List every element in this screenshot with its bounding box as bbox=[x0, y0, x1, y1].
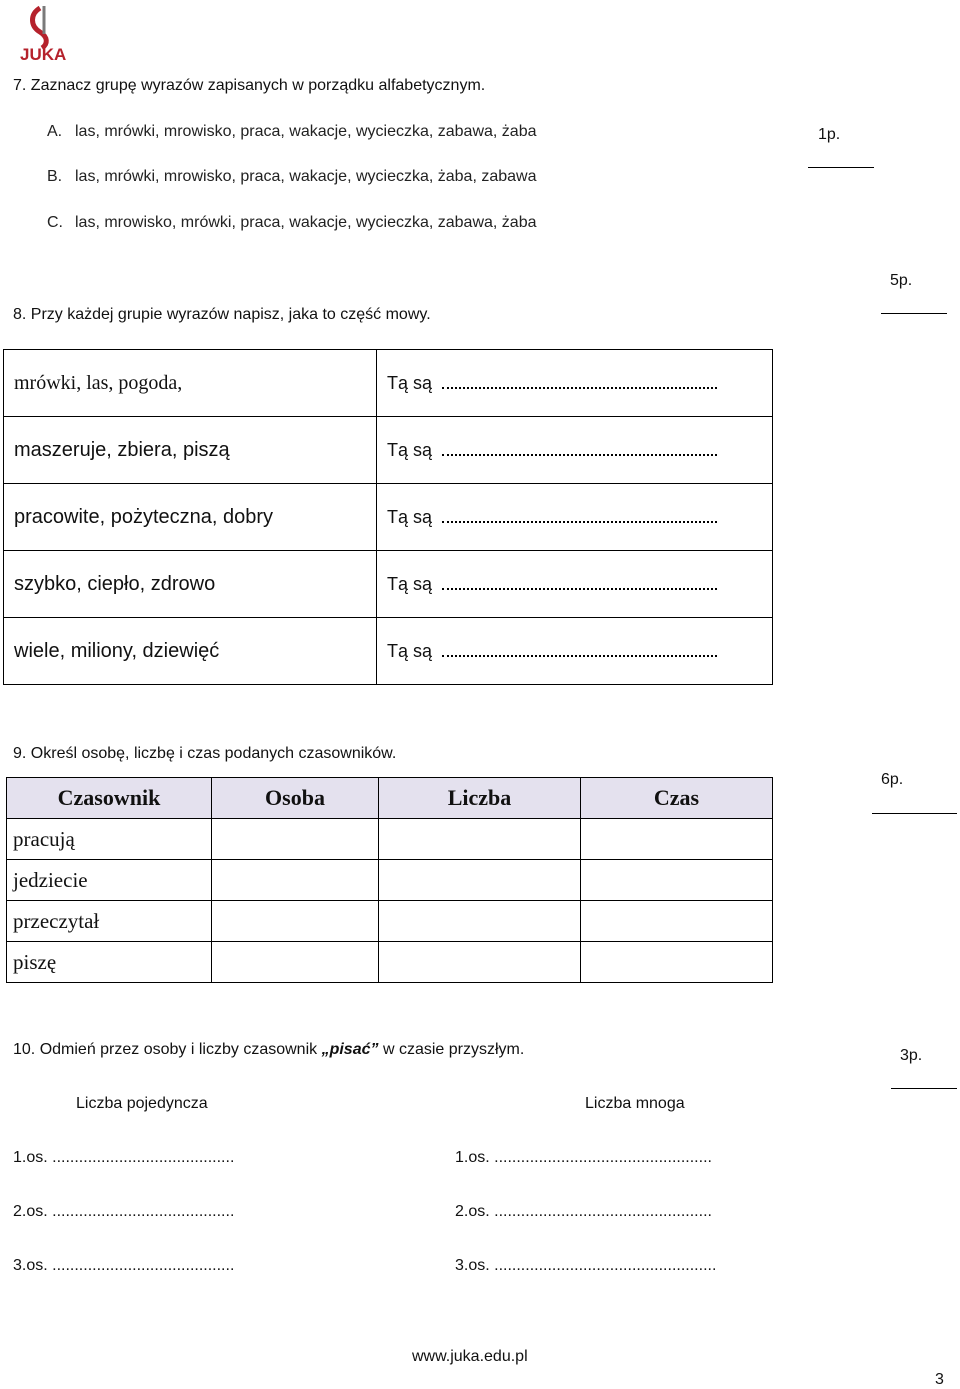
score-line-q8[interactable] bbox=[881, 313, 947, 314]
singular-2[interactable]: 2.os. ......................................... bbox=[13, 1203, 235, 1220]
word-group: maszeruje, zbiera, piszą bbox=[4, 417, 377, 484]
verb-cell: przeczytał bbox=[7, 901, 212, 942]
score-line-q10[interactable] bbox=[891, 1088, 957, 1089]
plural-1[interactable]: 1.os. ................................................. bbox=[455, 1149, 712, 1166]
liczba-cell[interactable] bbox=[379, 901, 581, 942]
answer-line[interactable] bbox=[442, 377, 717, 389]
plural-3[interactable]: 3.os. .................................................. bbox=[455, 1257, 717, 1274]
option-text: las, mrowisko, mrówki, praca, wakacje, wycieczka, zabawa, żaba bbox=[75, 214, 537, 231]
header-liczba: Liczba bbox=[379, 778, 581, 819]
word-group: wiele, miliony, dziewięć bbox=[4, 618, 377, 685]
header-czasownik: Czasownik bbox=[7, 778, 212, 819]
verb-cell: piszę bbox=[7, 942, 212, 983]
page-number: 3 bbox=[935, 1371, 944, 1388]
answer-line[interactable] bbox=[442, 645, 717, 657]
question-10-pre: 10. Odmień przez osoby i liczby czasownik bbox=[13, 1041, 322, 1058]
singular-3[interactable]: 3.os. ......................................... bbox=[13, 1257, 235, 1274]
points-q8: 5p. bbox=[890, 272, 913, 289]
answer-cell[interactable] bbox=[377, 551, 773, 618]
plural-label: Liczba mnoga bbox=[585, 1095, 685, 1112]
juka-logo-icon bbox=[18, 4, 70, 66]
points-q7: 1p. bbox=[818, 126, 841, 143]
osoba-cell[interactable] bbox=[212, 942, 379, 983]
answer-line[interactable] bbox=[442, 444, 717, 456]
word-group: mrówki, las, pogoda, bbox=[4, 350, 377, 417]
answer-prefix: Tą są bbox=[387, 640, 433, 661]
score-line-q9[interactable] bbox=[872, 813, 957, 814]
question-7: 7. Zaznacz grupę wyrazów zapisanych w porządku alfabetycznym. bbox=[13, 77, 486, 94]
liczba-cell[interactable] bbox=[379, 819, 581, 860]
czas-cell[interactable] bbox=[581, 942, 773, 983]
table-row bbox=[7, 860, 773, 901]
verb-cell: pracują bbox=[7, 819, 212, 860]
option-text: las, mrówki, mrowisko, praca, wakacje, wycieczka, żaba, zabawa bbox=[75, 168, 537, 185]
table-row bbox=[4, 618, 773, 685]
table-row bbox=[7, 942, 773, 983]
logo-text: JUKA bbox=[20, 45, 67, 64]
answer-prefix: Tą są bbox=[387, 506, 433, 527]
answer-cell[interactable] bbox=[377, 350, 773, 417]
osoba-cell[interactable] bbox=[212, 819, 379, 860]
osoba-cell[interactable] bbox=[212, 901, 379, 942]
table-row bbox=[4, 551, 773, 618]
footer-url[interactable]: www.juka.edu.pl bbox=[412, 1348, 528, 1365]
option-letter: C. bbox=[47, 214, 63, 231]
osoba-cell[interactable] bbox=[212, 860, 379, 901]
answer-cell[interactable] bbox=[377, 618, 773, 685]
table-row bbox=[7, 819, 773, 860]
header-czas: Czas bbox=[581, 778, 773, 819]
word-group: szybko, ciepło, zdrowo bbox=[4, 551, 377, 618]
table-row bbox=[4, 417, 773, 484]
option-b[interactable] bbox=[47, 168, 537, 186]
question-10 bbox=[13, 1041, 524, 1059]
verb-cell: jedziecie bbox=[7, 860, 212, 901]
score-line-q7[interactable] bbox=[808, 167, 874, 168]
option-c[interactable] bbox=[47, 214, 537, 232]
publisher-logo bbox=[18, 4, 70, 66]
table-row bbox=[7, 901, 773, 942]
czas-cell[interactable] bbox=[581, 901, 773, 942]
points-q10: 3p. bbox=[900, 1047, 923, 1064]
answer-prefix: Tą są bbox=[387, 372, 433, 393]
liczba-cell[interactable] bbox=[379, 942, 581, 983]
czas-cell[interactable] bbox=[581, 860, 773, 901]
verb-analysis-table bbox=[6, 777, 773, 983]
question-10-post: w czasie przyszłym. bbox=[378, 1041, 525, 1058]
answer-cell[interactable] bbox=[377, 417, 773, 484]
header-osoba: Osoba bbox=[212, 778, 379, 819]
option-letter: A. bbox=[47, 123, 63, 140]
answer-prefix: Tą są bbox=[387, 439, 433, 460]
option-text: las, mrówki, mrowisko, praca, wakacje, wycieczka, zabawa, żaba bbox=[75, 123, 537, 140]
singular-label: Liczba pojedyncza bbox=[76, 1095, 208, 1112]
question-8: 8. Przy każdej grupie wyrazów napisz, jaka to część mowy. bbox=[13, 306, 431, 323]
singular-1[interactable]: 1.os. ......................................... bbox=[13, 1149, 235, 1166]
question-10-verb: „pisać” bbox=[321, 1041, 379, 1058]
answer-line[interactable] bbox=[442, 511, 717, 523]
question-9: 9. Określ osobę, liczbę i czas podanych czasowników. bbox=[13, 745, 397, 762]
table-row bbox=[4, 484, 773, 551]
answer-cell[interactable] bbox=[377, 484, 773, 551]
option-a[interactable] bbox=[47, 123, 537, 141]
answer-prefix: Tą są bbox=[387, 573, 433, 594]
option-letter: B. bbox=[47, 168, 63, 185]
table-row bbox=[4, 350, 773, 417]
czas-cell[interactable] bbox=[581, 819, 773, 860]
liczba-cell[interactable] bbox=[379, 860, 581, 901]
plural-2[interactable]: 2.os. ................................................. bbox=[455, 1203, 712, 1220]
points-q9: 6p. bbox=[881, 771, 904, 788]
word-group: pracowite, pożyteczna, dobry bbox=[4, 484, 377, 551]
answer-line[interactable] bbox=[442, 578, 717, 590]
parts-of-speech-table bbox=[3, 349, 773, 685]
table-header-row bbox=[7, 778, 773, 819]
